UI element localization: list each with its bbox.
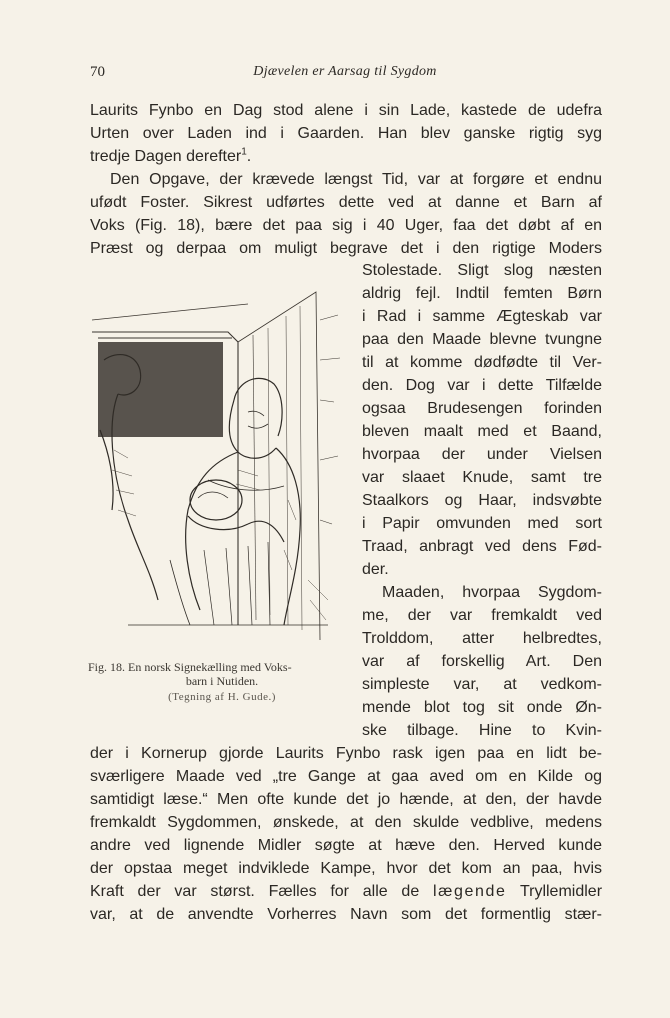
text-line: ogsaa Brudesengen forinden bbox=[362, 400, 602, 417]
text-line: var af forskellig Art. Den bbox=[362, 653, 602, 670]
text-column bbox=[362, 259, 602, 742]
figure-caption bbox=[88, 660, 356, 704]
text-line: den. Dog var i dette Tilfælde bbox=[362, 377, 602, 394]
text-line: til at komme dødfødte til Ver- bbox=[362, 354, 602, 371]
figure-credit: (Tegning af H. Gude.) bbox=[168, 691, 276, 703]
text-line: der i Kornerup gjorde Laurits Fynbo rask igen paa en lidt be- bbox=[90, 745, 602, 762]
text-line: ske tilbage. Hine to Kvin- bbox=[362, 722, 602, 739]
text-fragment: tredje Dagen derefter bbox=[90, 148, 242, 165]
illustration bbox=[88, 280, 354, 650]
running-title: Djævelen er Aarsag til Sygdom bbox=[253, 64, 437, 79]
text-line: Præst og derpaa om muligt begrave det i den rigtige Moders bbox=[90, 240, 602, 257]
text-line: hvorpaa der under Vielsen bbox=[362, 446, 602, 463]
text-line: der opstaa meget indviklede Kampe, hvor det kom an paa, hvis bbox=[90, 860, 602, 877]
text-block-top bbox=[90, 99, 602, 260]
text-line: aldrig fejl. Indtil femten Børn bbox=[362, 285, 602, 302]
text-line: Traad, anbragt ved dens Fød- bbox=[362, 538, 602, 555]
text-line: sværligere Maade ved „tre Gange at gaa aved om en Kilde og bbox=[90, 768, 602, 785]
text-block-bottom bbox=[90, 742, 602, 926]
text-line: var, at de anvendte Vorherres Navn som det formentlig stær- bbox=[90, 906, 602, 923]
text-fragment: Kraft der var størst. Fælles for alle de bbox=[90, 883, 420, 900]
text-line: samtidigt læse.“ Men ofte kunde det jo hænde, at den, der havde bbox=[90, 791, 602, 808]
page-number: 70 bbox=[90, 64, 105, 80]
illustration-drawing bbox=[88, 280, 354, 650]
text-line: Stolestade. Sligt slog næsten bbox=[362, 262, 602, 279]
text-line bbox=[90, 880, 602, 903]
text-line: i Rad i samme Ægteskab var bbox=[362, 308, 602, 325]
text-line: der. bbox=[362, 561, 389, 578]
text-line: Den Opgave, der krævede længst Tid, var at forgøre et endnu bbox=[110, 171, 602, 188]
caption-line: barn i Nutiden. bbox=[185, 674, 259, 688]
text-line: Voks (Fig. 18), bære det paa sig i 40 Uger, faa det døbt af en bbox=[90, 217, 602, 234]
text-line: fremkaldt Sygdommen, ønskede, at den skulde vedblive, medens bbox=[90, 814, 602, 831]
emphasized-word: lægende bbox=[432, 883, 507, 900]
text-line: simpleste var, at vedkom- bbox=[362, 676, 602, 693]
page-header bbox=[90, 64, 600, 86]
text-line: Laurits Fynbo en Dag stod alene i sin Lade, kastede de udefra bbox=[90, 102, 602, 119]
footnote-marker: 1 bbox=[241, 146, 247, 158]
text-line: Maaden, hvorpaa Sygdom- bbox=[382, 584, 602, 601]
caption-line: Fig. 18. En norsk Signekælling med Voks- bbox=[88, 660, 292, 674]
text-line: andre ved lignende Midler søgte at hæve den. Herved kunde bbox=[90, 837, 602, 854]
text-line: me, der var fremkaldt ved bbox=[362, 607, 602, 624]
text-line bbox=[90, 145, 602, 168]
text-line: ufødt Foster. Sikrest udførtes dette ved at danne et Barn af bbox=[90, 194, 602, 211]
text-line: Trolddom, atter helbredtes, bbox=[362, 630, 602, 647]
text-line: Urten over Laden ind i Gaarden. Han blev ganske rigtig syg bbox=[90, 125, 602, 142]
text-line: i Papir omvunden med sort bbox=[362, 515, 602, 532]
text-line: paa den Maade blevne tvungne bbox=[362, 331, 602, 348]
text-fragment: Tryllemidler bbox=[519, 883, 603, 900]
text-line: mende blot tog sit onde Øn- bbox=[362, 699, 602, 716]
text-line: bleven maalt med et Baand, bbox=[362, 423, 602, 440]
text-fragment: . bbox=[246, 148, 252, 165]
text-line: var slaaet Knude, samt tre bbox=[362, 469, 602, 486]
text-line: Staalkors og Haar, indsvøbte bbox=[362, 492, 602, 509]
dark-doorway bbox=[98, 342, 223, 437]
